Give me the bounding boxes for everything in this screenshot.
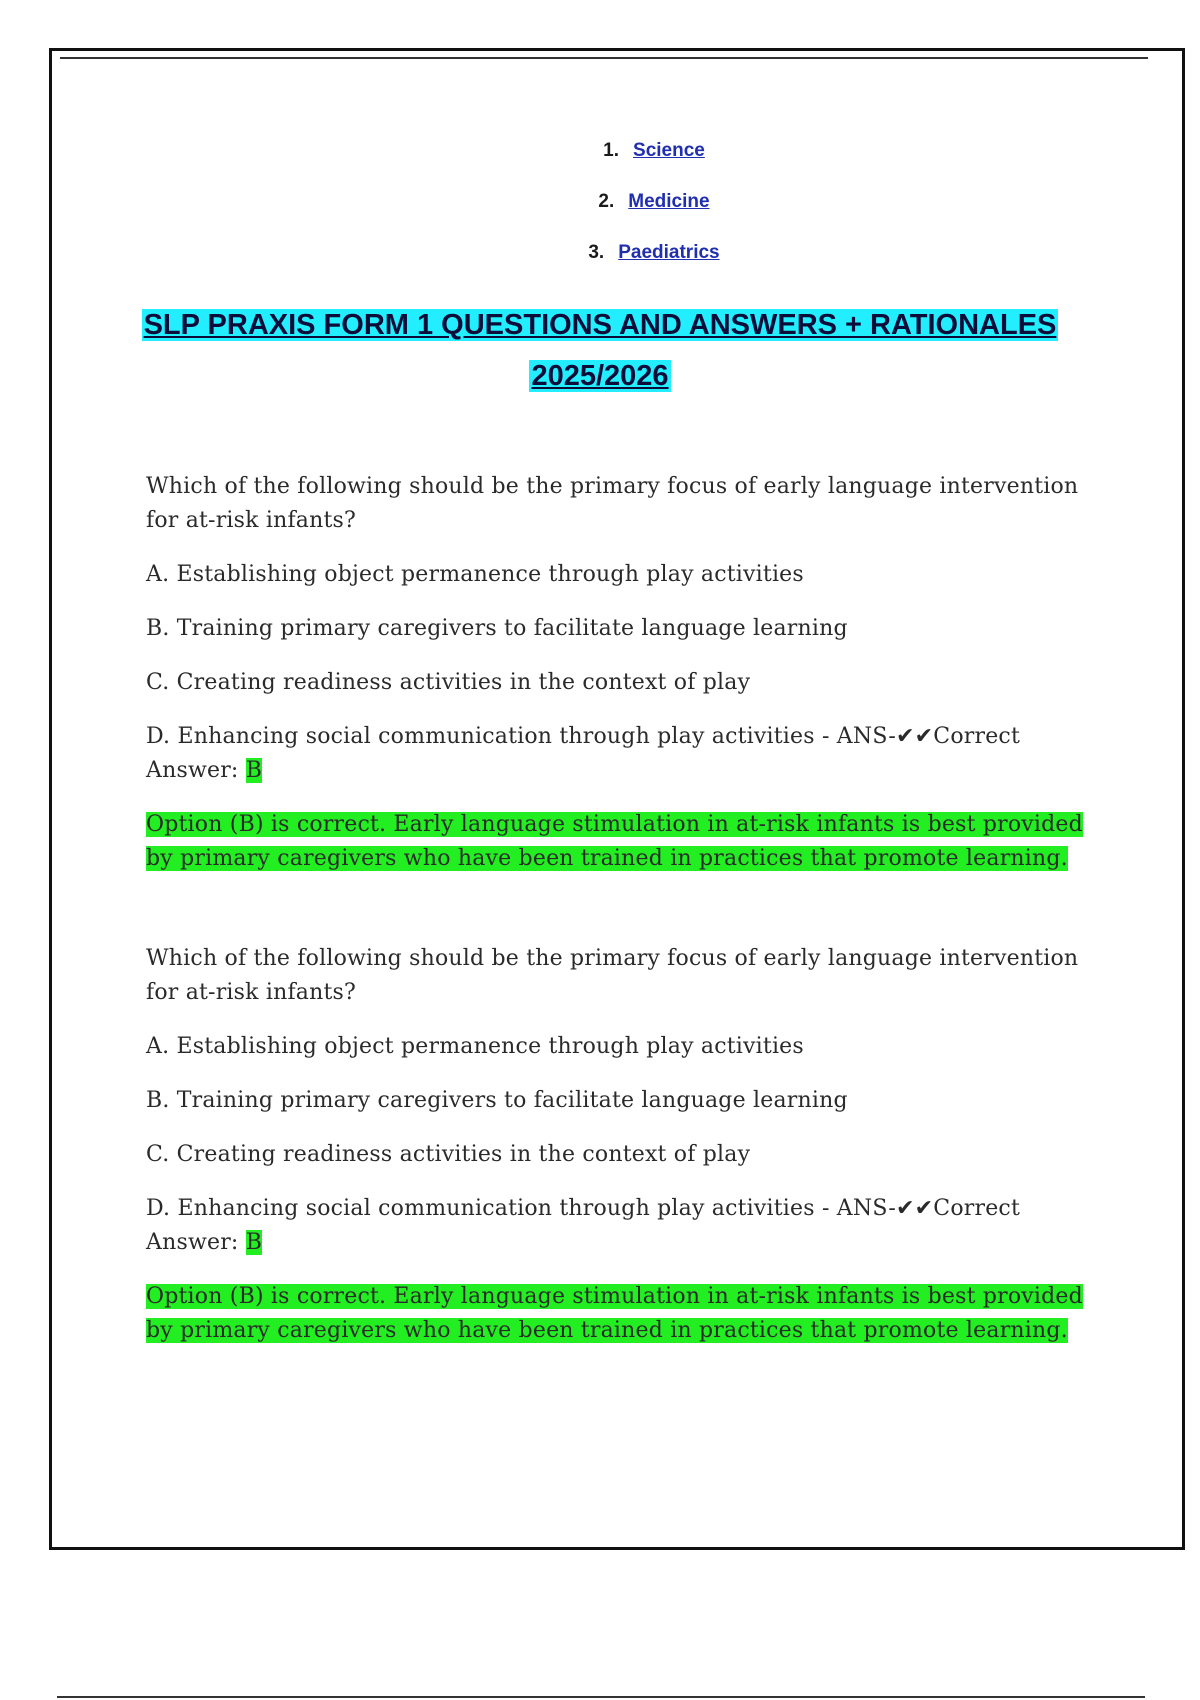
breadcrumb-number: 3. bbox=[588, 242, 605, 263]
option-b: B. Training primary caregivers to facilitate language learning bbox=[146, 1088, 848, 1113]
rationale-text: Option (B) is correct. Early language stimulation in at-risk infants is best provided by primary caregivers who have been trained in practices that promote learning. bbox=[146, 1284, 1083, 1343]
bottom-divider bbox=[57, 1696, 1145, 1698]
top-divider bbox=[60, 57, 1148, 59]
breadcrumb-item bbox=[0, 140, 1200, 191]
question-text: Which of the following should be the primary focus of early language intervention for at-risk infants? bbox=[146, 474, 1079, 533]
option-c: C. Creating readiness activities in the context of play bbox=[146, 670, 751, 695]
document-title bbox=[100, 300, 1100, 402]
rationale-text: Option (B) is correct. Early language stimulation in at-risk infants is best provided by primary caregivers who have been trained in practices that promote learning. bbox=[146, 812, 1083, 871]
breadcrumb-item bbox=[0, 242, 1200, 293]
option-c: C. Creating readiness activities in the context of play bbox=[146, 1142, 751, 1167]
option-a: A. Establishing object permanence through play activities bbox=[146, 562, 804, 587]
question-list bbox=[146, 470, 1086, 1414]
option-d: D. Enhancing social communication through play activities - ANS-✔✔Correct Answer: bbox=[146, 1196, 1020, 1255]
correct-answer: B bbox=[245, 1230, 263, 1255]
question-block bbox=[146, 942, 1086, 1348]
title-line-2: 2025/2026 bbox=[531, 360, 669, 392]
title-line-1: SLP PRAXIS FORM 1 QUESTIONS AND ANSWERS + RATIONALES bbox=[143, 309, 1057, 341]
question-text: Which of the following should be the primary focus of early language intervention for at-risk infants? bbox=[146, 946, 1079, 1005]
breadcrumb-number: 1. bbox=[603, 140, 620, 161]
option-a: A. Establishing object permanence through play activities bbox=[146, 1034, 804, 1059]
breadcrumb bbox=[0, 140, 1200, 293]
option-b: B. Training primary caregivers to facilitate language learning bbox=[146, 616, 848, 641]
option-d-with-answer bbox=[146, 720, 1086, 788]
rationale bbox=[146, 1280, 1086, 1348]
breadcrumb-link-science[interactable]: Science bbox=[633, 140, 705, 161]
correct-answer: B bbox=[245, 758, 263, 783]
option-d: D. Enhancing social communication through play activities - ANS-✔✔Correct Answer: bbox=[146, 724, 1020, 783]
breadcrumb-link-paediatrics[interactable]: Paediatrics bbox=[618, 242, 720, 263]
question-block bbox=[146, 470, 1086, 876]
breadcrumb-link-medicine[interactable]: Medicine bbox=[628, 191, 710, 212]
breadcrumb-item bbox=[0, 191, 1200, 242]
rationale bbox=[146, 808, 1086, 876]
option-d-with-answer bbox=[146, 1192, 1086, 1260]
breadcrumb-number: 2. bbox=[598, 191, 615, 212]
